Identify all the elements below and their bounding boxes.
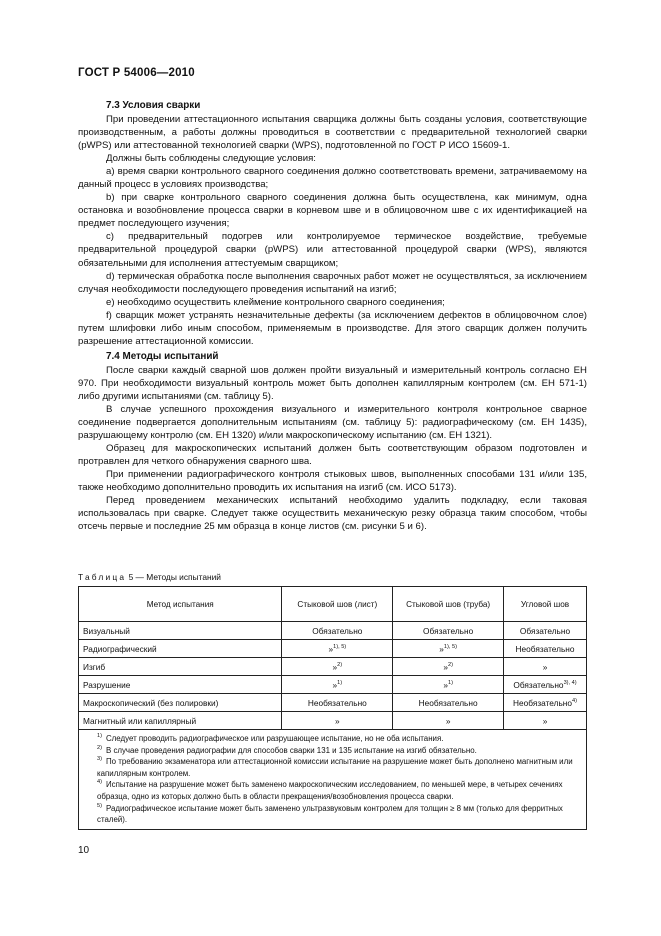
value-cell: »$^{1)}$ — [282, 676, 393, 694]
list-item-e: е) необходимо осуществить клеймение контрольного сварного соединения; — [106, 296, 445, 308]
paragraph: После сварки каждый сварной шов должен пройти визуальный и измерительный контроль согласно ЕН 970. При необходимости визуальный контроль может быть дополнен капиллярным контролем (см. ЕН 571-1) либо другими испытаниями (см. таблицу 5). — [78, 364, 587, 402]
value-cell: » — [504, 712, 587, 730]
paragraph: В случае успешного прохождения визуального и измерительного контроля контрольное сварное соединение подвергается дополнительным испытаниям (см. таблицу 5): радиографическому (см. ЕН 1435), разрушающему контролю (см. ЕН 1320) и/или макроскопическому испытанию (см. ЕН 1321). — [78, 403, 587, 442]
table-row — [79, 640, 587, 658]
value-cell: Обязательно — [282, 622, 393, 640]
list-item-b: b) при сварке контрольного сварного соединения должна быть осуществлена, как минимум, одна остановка и возобновление процесса сварки в корневом шве и в облицовочном шве с их идентификацией на предмет последующего изучения; — [78, 192, 587, 230]
page-number: 10 — [78, 845, 90, 856]
footnote: $^{5)}$ Радиографическое испытание может быть заменено ультразвуковым контролем для толщин ≥ 8 мм (только для ферритных сталей). — [97, 802, 563, 825]
value-cell: Необязательно — [504, 640, 587, 658]
value-cell: Необязательно — [282, 694, 393, 712]
value-cell: »$^{2)}$ — [393, 658, 504, 676]
value-cell: Необязательно — [393, 694, 504, 712]
paragraph: Перед проведением механических испытаний необходимо удалить подкладку, если таковая использовалась при сварке. Следует также осуществить механическую резку образца таким способом, чтобы отсечь первые и последние 25 мм образца в конце листов (см. рисунки 5 и 6). — [78, 495, 587, 533]
value-cell: » — [393, 712, 504, 730]
table-caption — [78, 572, 221, 582]
paragraph: Образец для макроскопических испытаний должен быть соответствующим образом подготовлен и протравлен для четкого обнаружения сварного шва. — [78, 443, 587, 468]
table-header-cell: Стыковой шов (труба) — [393, 587, 504, 622]
footnote: $^{1)}$ Следует проводить радиографическое или разрушающее испытание, но не оба испытания. — [97, 733, 444, 743]
table-header-row — [79, 587, 587, 622]
value-cell: »$^{1)}$ — [393, 676, 504, 694]
list-item-c: с) предварительный подогрев или контролируемое термическое воздействие, требуемые предварительной процедурой сварки (pWPS) или аттестованной процедурой сварки (WPS), являются обязательными для исполнения аттестуемым сварщиком; — [78, 231, 587, 269]
table-row — [79, 694, 587, 712]
section-7-3-title: 7.3 Условия сварки — [106, 100, 201, 111]
table-row — [79, 622, 587, 640]
table-footnotes — [79, 730, 587, 830]
table-header-cell: Угловой шов — [504, 587, 587, 622]
section-7-4-title: 7.4 Методы испытаний — [106, 350, 219, 362]
table-row — [79, 658, 587, 676]
value-cell: » — [282, 712, 393, 730]
footnote: $^{2)}$ В случае проведения радиографии для способов сварки 131 и 135 испытание на изгиб обязательно. — [97, 744, 477, 755]
table-row — [79, 676, 587, 694]
list-item-d: d) термическая обработка после выполнения сварочных работ может не осуществляться, за исключением случая необходимости последующего проведения испытаний на изгиб; — [78, 270, 587, 295]
list-item-f: f) сварщик может устранять незначительные дефекты (за исключением дефектов в облицовочном слое) путем шлифовки либо иным способом, применяемым в производстве. Для этого сварщик должен получить разрешение аттестационной комиссии. — [78, 309, 587, 347]
footnote: $^{4)}$ Испытание на разрушение может быть заменено макроскопическим исследованием, по меньшей мере, в четырех сечениях образца, одно из которых должно быть в области прекращения/возобновления процесса сварки. — [97, 779, 563, 801]
table-header-cell: Стыковой шов (лист) — [282, 587, 393, 622]
table-footnotes-row — [79, 730, 587, 830]
method-cell: Магнитный или капиллярный — [79, 712, 282, 730]
value-cell: Обязательно$^{3), 4)}$ — [504, 676, 587, 694]
value-cell: Необязательно$^{4)}$ — [504, 694, 587, 712]
value-cell: »$^{2)}$ — [282, 658, 393, 676]
method-cell: Визуальный — [79, 622, 282, 640]
table-row — [79, 712, 587, 730]
value-cell: »$^{1), 5)}$ — [282, 640, 393, 658]
method-cell: Радиографический — [79, 640, 282, 658]
method-cell: Изгиб — [79, 658, 282, 676]
methods-table — [78, 586, 587, 830]
paragraph: При применении радиографического контроля стыковых швов, выполненных способами 131 и/или 135, также необходимо дополнительно проводить их испытания на изгиб (см. ИСО 5173). — [78, 469, 587, 494]
value-cell: Обязательно — [504, 622, 587, 640]
footnote: $^{3)}$ По требованию экзаменатора или аттестационной комиссии испытание на разрушение может быть дополнено магнитным или капиллярным контролем. — [97, 756, 573, 778]
table-header-cell: Метод испытания — [79, 587, 282, 622]
value-cell: » — [504, 658, 587, 676]
paragraph: При проведении аттестационного испытания сварщика должны быть созданы условия, соответствующие производственным, а работы должны проводиться в соответствии с предварительной технологией сварки (pWPS) или аттестованной технологией сварки (WPS), подготовленной по ГОСТ Р ИСО 15609-1. — [78, 114, 587, 152]
value-cell: »$^{1), 5)}$ — [393, 640, 504, 658]
method-cell: Макроскопический (без полировки) — [79, 694, 282, 712]
table-caption-text: 5 — Методы испытаний — [126, 572, 221, 582]
body-text — [78, 99, 587, 533]
list-item-a: а) время сварки контрольного сварного соединения должно соответствовать времени, затрачиваемому на данный процесс в условиях производства; — [78, 166, 587, 191]
table-caption-word: Таблица — [78, 572, 127, 582]
paragraph: Должны быть соблюдены следующие условия: — [106, 153, 316, 165]
value-cell: Обязательно — [393, 622, 504, 640]
document-header: ГОСТ Р 54006—2010 — [78, 67, 195, 79]
method-cell: Разрушение — [79, 676, 282, 694]
